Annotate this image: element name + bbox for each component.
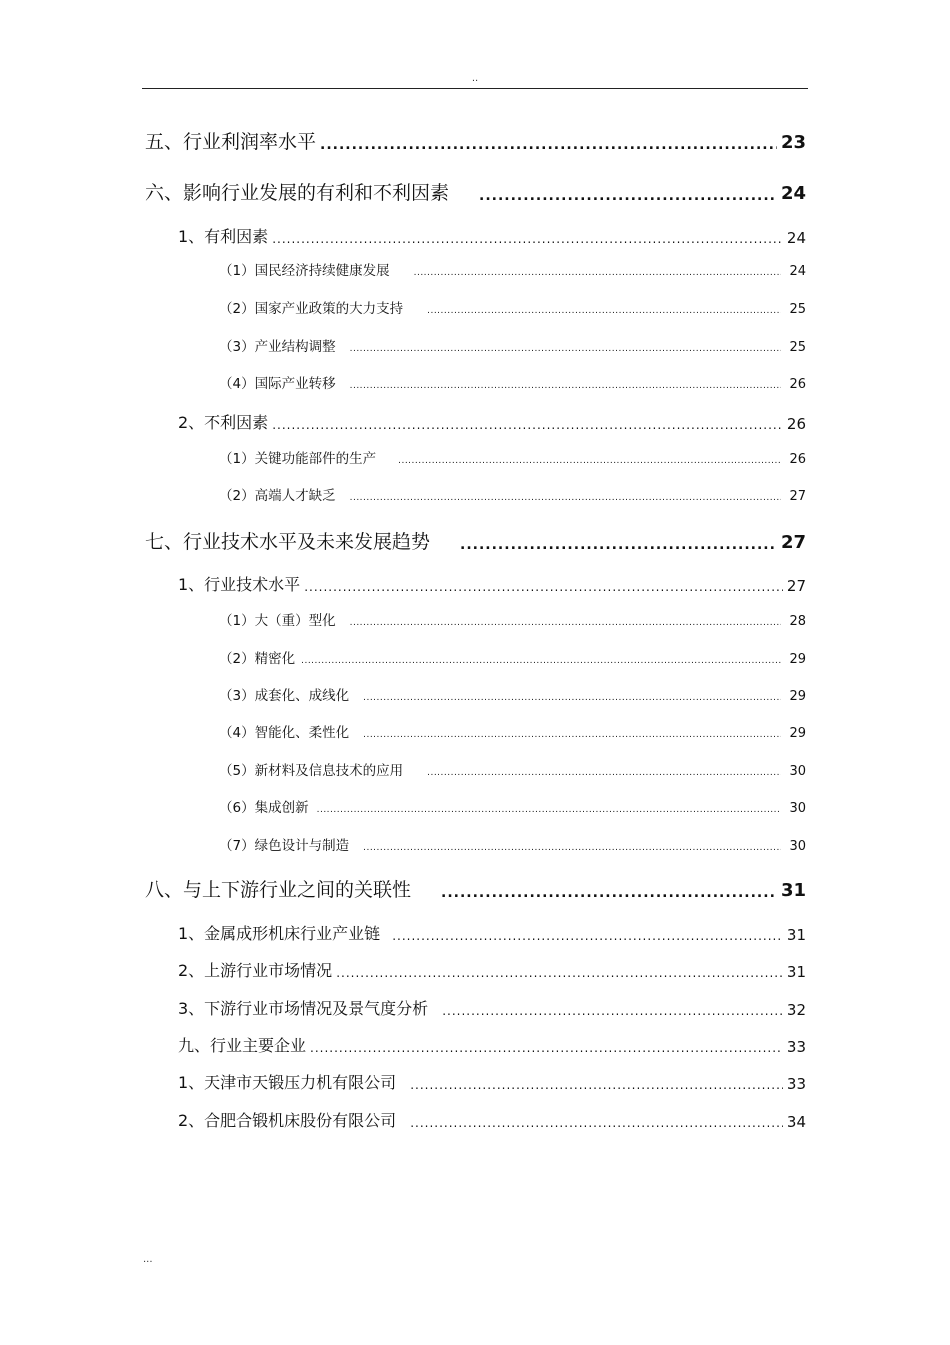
- toc-entry-title: 1、行业技术水平: [178, 575, 301, 594]
- toc-entry[interactable]: [219, 687, 806, 705]
- toc-leader: [410, 1115, 783, 1131]
- toc-leader: [363, 692, 781, 705]
- toc-entry[interactable]: [178, 227, 806, 247]
- toc-entry[interactable]: [219, 487, 806, 505]
- toc-entry-title: 1、天津市天锻压力机有限公司: [178, 1073, 397, 1092]
- toc-entry-title: （2）国家产业政策的大力支持: [219, 301, 404, 317]
- toc-leader: [350, 380, 782, 393]
- toc-entry-page: 33: [786, 1075, 806, 1093]
- toc-leader: [336, 965, 783, 981]
- toc-entry-page: 31: [786, 963, 806, 981]
- header-rule: [142, 88, 808, 89]
- toc-entry-title: （7）绿色设计与制造: [219, 838, 350, 854]
- toc-leader: [410, 1077, 783, 1093]
- toc-entry-title: （1）关键功能部件的生产: [219, 451, 377, 467]
- toc-leader: [272, 231, 783, 247]
- toc-leader: [427, 305, 781, 318]
- toc-entry[interactable]: [178, 413, 806, 433]
- toc-entry[interactable]: [219, 762, 806, 780]
- toc-entry-title: （3）产业结构调整: [219, 339, 336, 355]
- toc-entry-page: 34: [786, 1113, 806, 1131]
- toc-entry-title: 五、行业利润率水平: [145, 131, 317, 153]
- toc-entry[interactable]: [178, 961, 806, 981]
- toc-entry[interactable]: [219, 300, 806, 318]
- toc-entry[interactable]: [219, 338, 806, 356]
- toc-leader: [442, 1003, 783, 1019]
- toc-entry[interactable]: [219, 262, 806, 280]
- toc-entry-title: （2）精密化: [219, 651, 296, 667]
- toc-leader: [392, 928, 783, 944]
- toc-entry[interactable]: [145, 181, 806, 205]
- toc-entry-page: 31: [786, 926, 806, 944]
- toc-entry-page: 28: [789, 614, 806, 629]
- toc-entry-title: 2、不利因素: [178, 413, 269, 432]
- toc-leader: [441, 884, 777, 902]
- toc-entry[interactable]: [178, 924, 806, 944]
- toc-entry[interactable]: [178, 999, 806, 1019]
- toc-entry-page: 30: [789, 764, 806, 779]
- toc-entry-page: 29: [789, 726, 806, 741]
- toc-entry[interactable]: [219, 375, 806, 393]
- toc-leader: [350, 343, 782, 356]
- toc-entry-page: 30: [789, 801, 806, 816]
- toc-entry[interactable]: [219, 724, 806, 742]
- toc-entry[interactable]: [219, 450, 806, 468]
- toc-entry-page: 27: [786, 577, 806, 595]
- toc-entry-page: 31: [780, 880, 806, 901]
- toc-leader: [317, 804, 782, 817]
- toc-entry[interactable]: [178, 1073, 806, 1093]
- toc-entry-title: （1）国民经济持续健康发展: [219, 263, 390, 279]
- toc-leader: [350, 492, 782, 505]
- toc-entry-title: 2、合肥合锻机床股份有限公司: [178, 1111, 397, 1130]
- toc-entry-title: 1、有利因素: [178, 227, 269, 246]
- toc-entry-page: 27: [789, 489, 806, 504]
- header-mark: ..: [471, 73, 479, 84]
- toc-entry-page: 30: [789, 839, 806, 854]
- toc-leader: [363, 842, 781, 855]
- toc-entry-page: 26: [786, 415, 806, 433]
- toc-entry[interactable]: [219, 799, 806, 817]
- toc-entry-page: 27: [780, 532, 806, 553]
- toc-entry-title: （1）大（重）型化: [219, 613, 336, 629]
- toc-entry-page: 26: [789, 452, 806, 467]
- toc-leader: [427, 767, 781, 780]
- toc-leader: [301, 655, 781, 668]
- toc-entry-page: 33: [786, 1038, 806, 1056]
- toc-entry-page: 25: [789, 302, 806, 317]
- toc-leader: [398, 455, 781, 468]
- toc-entry-page: 32: [786, 1001, 806, 1019]
- toc-leader: [479, 187, 777, 205]
- toc-entry-page: 24: [786, 229, 806, 247]
- toc-entry-page: 29: [789, 689, 806, 704]
- toc-leader: [320, 136, 777, 154]
- toc-entry-title: 2、上游行业市场情况: [178, 961, 333, 980]
- footer-mark: ...: [143, 1254, 153, 1265]
- toc-entry-title: （4）国际产业转移: [219, 376, 336, 392]
- toc-leader: [310, 1040, 783, 1056]
- toc-entry-title: （4）智能化、柔性化: [219, 725, 350, 741]
- toc-entry-title: 六、影响行业发展的有利和不利因素: [145, 182, 450, 204]
- toc-entry-title: 七、行业技术水平及未来发展趋势: [145, 531, 431, 553]
- toc-entry[interactable]: [219, 837, 806, 855]
- toc-entry-title: （5）新材料及信息技术的应用: [219, 763, 404, 779]
- toc-entry-title: 九、行业主要企业: [178, 1036, 307, 1055]
- toc-entry-page: 25: [789, 340, 806, 355]
- toc-entry-title: （3）成套化、成线化: [219, 688, 350, 704]
- toc-entry-page: 29: [789, 652, 806, 667]
- toc-entry-title: （6）集成创新: [219, 800, 309, 816]
- toc-entry[interactable]: [145, 878, 806, 902]
- toc-entry-title: 1、金属成形机床行业产业链: [178, 924, 381, 943]
- toc-entry-page: 26: [789, 377, 806, 392]
- toc-leader: [363, 729, 781, 742]
- toc-entry[interactable]: [145, 530, 806, 554]
- toc-leader: [414, 267, 782, 280]
- toc-entry[interactable]: [219, 650, 806, 668]
- toc-leader: [272, 417, 783, 433]
- toc-entry-title: 3、下游行业市场情况及景气度分析: [178, 999, 429, 1018]
- toc-entry[interactable]: [178, 1036, 806, 1056]
- toc-entry[interactable]: [178, 575, 806, 595]
- toc-entry-title: （2）高端人才缺乏: [219, 488, 336, 504]
- toc-leader: [304, 579, 783, 595]
- toc-entry-page: 24: [789, 264, 806, 279]
- toc-entry[interactable]: [219, 612, 806, 630]
- toc-entry-page: 24: [780, 183, 806, 204]
- toc-entry[interactable]: [145, 130, 806, 154]
- toc-leader: [350, 617, 782, 630]
- toc-leader: [460, 536, 777, 554]
- toc-entry-page: 23: [780, 132, 806, 153]
- toc-entry-title: 八、与上下游行业之间的关联性: [145, 879, 412, 901]
- toc-entry[interactable]: [178, 1111, 806, 1131]
